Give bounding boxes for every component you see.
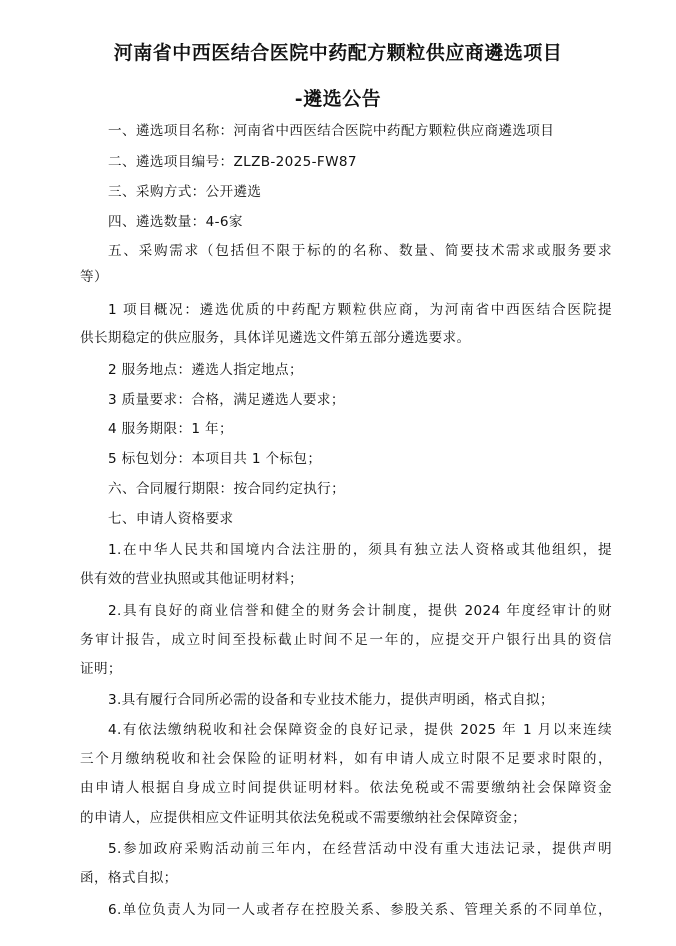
item-selection-quantity: 四、遴选数量：4-6家 (108, 214, 243, 230)
item-requirements: 五、采购需求（包括但不限于标的的名称、数量、简要技术需求或服务要求 (108, 243, 612, 259)
item-procurement-method: 三、采购方式：公开遴选 (108, 184, 262, 200)
qual-2-cont-2: 证明； (80, 661, 122, 677)
qual-5-cont: 函，格式自拟； (80, 870, 178, 886)
qual-4-cont-2: 由申请人根据自身成立时间提供证明材料。依法免税或不需要缴纳社会保障资金 (80, 780, 612, 796)
req-quality: 3 质量要求：合格，满足遴选人要求； (108, 392, 345, 408)
qual-6: 6.单位负责人为同一人或者存在控股关系、参股关系、管理关系的不同单位， (108, 902, 612, 918)
req-lot-division: 5 标包划分：本项目共 1 个标包； (108, 451, 322, 467)
req-overview: 1 项目概况：遴选优质的中药配方颗粒供应商，为河南省中西医结合医院提 (108, 302, 612, 318)
req-overview-cont: 供长期稳定的供应服务，具体详见遴选文件第五部分遴选要求。 (80, 330, 471, 346)
title-line-2: -遴选公告 (294, 88, 382, 110)
qual-2-cont: 务审计报告，成立时间至投标截止时间不足一年的，应提交开户银行出具的资信 (80, 632, 612, 648)
qual-1-cont: 供有效的营业执照或其他证明材料； (80, 571, 304, 587)
item-contract-term: 六、合同履行期限：按合同约定执行； (108, 481, 346, 497)
qual-2: 2.具有良好的商业信誉和健全的财务会计制度，提供 2024 年度经审计的财 (108, 603, 612, 619)
item-project-name: 一、遴选项目名称：河南省中西医结合医院中药配方颗粒供应商遴选项目 (108, 123, 555, 139)
item-requirements-cont: 等） (80, 269, 108, 285)
req-service-term: 4 服务期限：1 年； (108, 421, 233, 437)
title-line-1: 河南省中西医结合医院中药配方颗粒供应商遴选项目 (113, 42, 563, 64)
qual-1: 1.在中华人民共和国境内合法注册的，须具有独立法人资格或其他组织，提 (108, 542, 612, 558)
qual-4-cont-3: 的申请人，应提供相应文件证明其依法免税或不需要缴纳社会保障资金； (80, 810, 527, 826)
qual-4: 4.有依法缴纳税收和社会保障资金的良好记录，提供 2025 年 1 月以来连续 (108, 722, 612, 738)
qual-3: 3.具有履行合同所必需的设备和专业技术能力，提供声明函，格式自拟； (108, 692, 554, 708)
req-service-location: 2 服务地点：遴选人指定地点； (108, 362, 303, 378)
item-qualification-heading: 七、申请人资格要求 (108, 511, 234, 527)
item-project-number: 二、遴选项目编号：ZLZB-2025-FW87 (108, 154, 357, 170)
qual-5: 5.参加政府采购活动前三年内，在经营活动中没有重大违法记录，提供声明 (108, 841, 612, 857)
qual-4-cont: 三个月缴纳税收和社会保险的证明材料，如有申请人成立时限不足要求时限的， (80, 751, 612, 767)
